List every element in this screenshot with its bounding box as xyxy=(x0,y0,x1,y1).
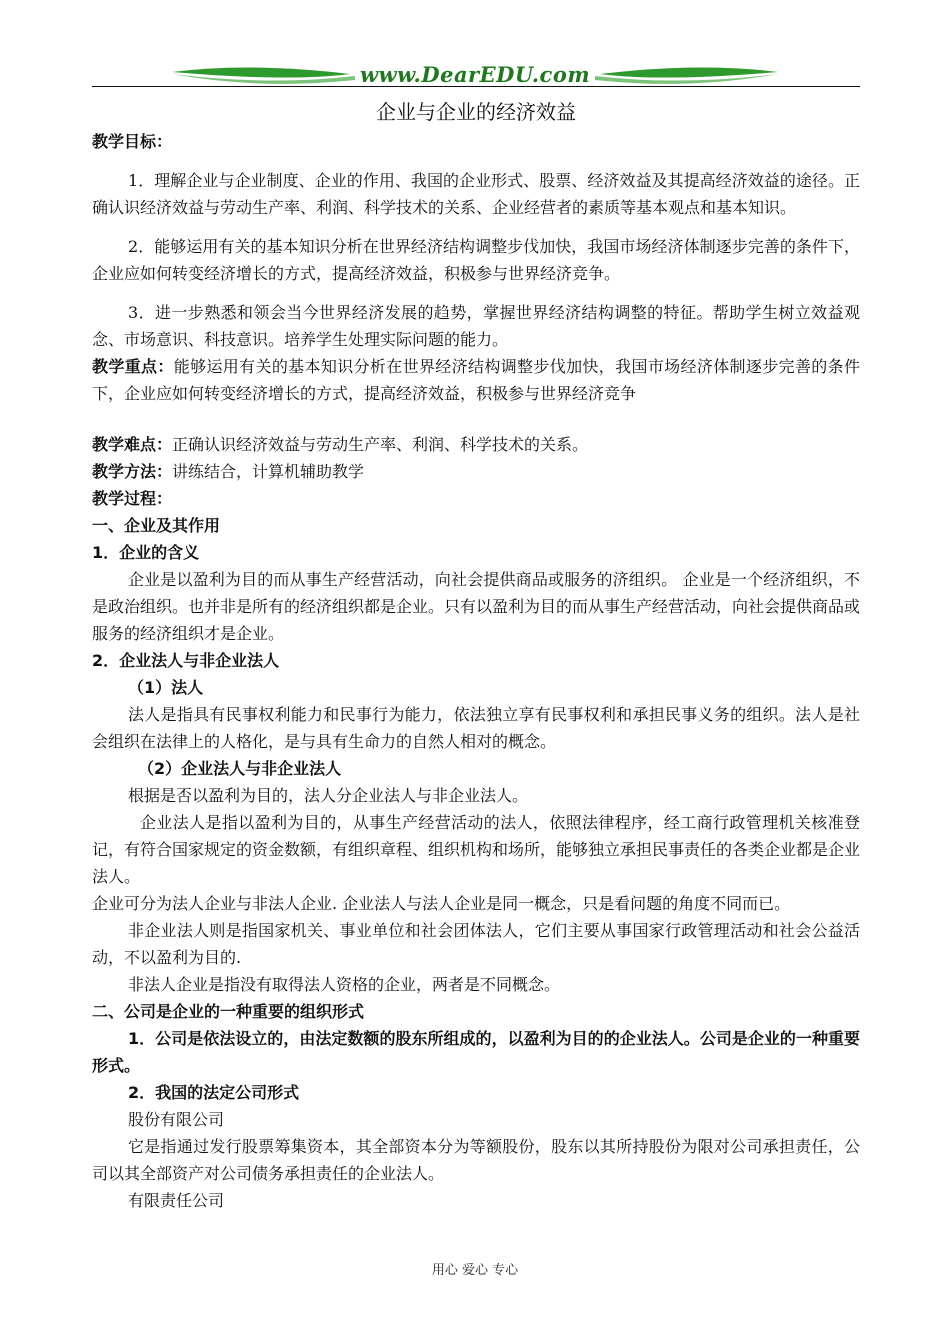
document-body xyxy=(92,97,860,1214)
company-type-2: 有限责任公司 xyxy=(128,1191,225,1210)
section-1-1-heading: 1．企业的含义 xyxy=(92,543,200,562)
enterprise-legal-person-text-4: 非企业法人则是指国家机关、事业单位和社会团体法人，它们主要从事国家行政管理活动和社会公益活动，不以盈利为目的. xyxy=(92,921,860,967)
header-divider xyxy=(92,86,860,87)
section-2-2-heading: 2．我国的法定公司形式 xyxy=(128,1083,300,1102)
method xyxy=(92,458,860,485)
goal-item-2: 2．能够运用有关的基本知识分析在世界经济结构调整步伐加快，我国市场经济体制逐步完善的条件下，企业应如何转变经济增长的方式，提高经济效益，积极参与世界经济竞争。 xyxy=(92,237,860,283)
enterprise-legal-person-text-2: 企业法人是指以盈利为目的，从事生产经营活动的法人，依照法律程序，经工商行政管理机关核准登记，有符合国家规定的资金数额，有组织章程、组织机构和场所，能够独立承担民事责任的各类企业都是企业法人。 xyxy=(92,813,861,886)
legal-person-heading: （1）法人 xyxy=(128,678,204,697)
enterprise-legal-person-text-1: 根据是否以盈利为目的，法人分企业法人与非企业法人。 xyxy=(128,786,529,805)
enterprise-legal-person-text-3: 企业可分为法人企业与非法人企业. 企业法人与法人企业是同一概念，只是看问题的角度不同而已。 xyxy=(92,894,791,913)
goal-item-3: 3．进一步熟悉和领会当今世界经济发展的趋势，掌握世界经济结构调整的特征。帮助学生树立效益观念、市场意识、科技意识。培养学生处理实际问题的能力。 xyxy=(92,303,860,349)
page-footer: 用心 爱心 专心 xyxy=(431,1263,519,1278)
key-point-label: 教学重点： xyxy=(92,357,174,376)
goals-label-row xyxy=(92,128,860,155)
key-point-text: 能够运用有关的基本知识分析在世界经济结构调整步伐加快，我国市场经济体制逐步完善的条件下，企业应如何转变经济增长的方式，提高经济效益，积极参与世界经济竞争 xyxy=(92,357,860,403)
key-point xyxy=(92,353,860,407)
legal-person-text: 法人是指具有民事权利能力和民事行为能力，依法独立享有民事权利和承担民事义务的组织。法人是社会组织在法律上的人格化，是与具有生命力的自然人相对的概念。 xyxy=(92,705,860,751)
section-2-1-text: 1．公司是依法设立的，由法定数额的股东所组成的，以盈利为目的的企业法人。公司是企业的一种重要形式。 xyxy=(92,1029,860,1075)
section-1-2-heading: 2．企业法人与非企业法人 xyxy=(92,651,280,670)
section-1-heading: 一、企业及其作用 xyxy=(92,516,221,535)
method-label: 教学方法： xyxy=(92,462,173,481)
process-label: 教学过程： xyxy=(92,489,173,508)
enterprise-legal-person-heading: （2）企业法人与非企业法人 xyxy=(138,759,342,778)
goal-item-1: 1．理解企业与企业制度、企业的作用、我国的企业形式、股票、经济效益及其提高经济效益的途径。正确认识经济效益与劳动生产率、利润、科学技术的关系、企业经营者的素质等基本观点和基本知识。 xyxy=(92,171,860,217)
difficulty-label: 教学难点： xyxy=(92,435,173,454)
difficulty xyxy=(92,431,860,458)
section-1-1-text: 企业是以盈利为目的而从事生产经营活动，向社会提供商品或服务的济组织。 企业是一个经济组织，不是政治组织。也并非是所有的经济组织都是企业。只有以盈利为目的而从事生产经营活动，向社会提供商品或服务的经济组织才是企业。 xyxy=(92,570,861,643)
enterprise-legal-person-text-5: 非法人企业是指没有取得法人资格的企业，两者是不同概念。 xyxy=(128,975,561,994)
page-title: 企业与企业的经济效益 xyxy=(376,100,576,124)
difficulty-text: 正确认识经济效益与劳动生产率、利润、科学技术的关系。 xyxy=(172,435,589,454)
company-type-1-text: 它是指通过发行股票筹集资本，其全部资本分为等额股份，股东以其所持股份为限对公司承担责任，公司以其全部资产对公司债务承担责任的企业法人。 xyxy=(92,1137,860,1183)
company-type-1: 股份有限公司 xyxy=(128,1110,225,1129)
section-2-heading: 二、公司是企业的一种重要的组织形式 xyxy=(92,1002,365,1021)
method-text: 讲练结合，计算机辅助教学 xyxy=(172,462,365,481)
goals-label: 教学目标： xyxy=(92,132,173,151)
logo-text: www.DearEDU.com xyxy=(359,62,591,87)
